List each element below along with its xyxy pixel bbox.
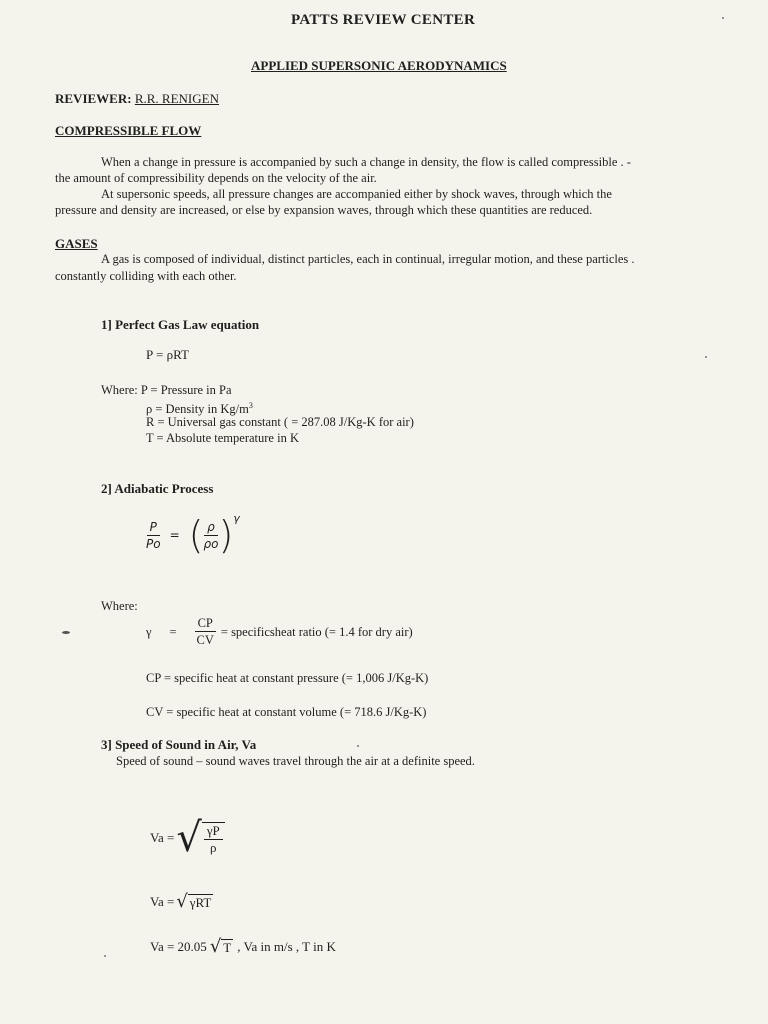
scan-speck (62, 631, 70, 634)
sound-formula-3 (150, 938, 336, 956)
scan-speck (705, 356, 707, 358)
rho-unit-exponent: 3 (248, 401, 253, 410)
p0-denominator: Po (146, 536, 161, 551)
course-title: APPLIED SUPERSONIC AERODYNAMICS (251, 58, 507, 73)
left-paren: ( (188, 513, 204, 557)
gamma-definition (146, 615, 413, 648)
gases-heading: GASES (55, 236, 98, 251)
p-over-p0-fraction (146, 519, 161, 552)
compressible-p1-line1: When a change in pressure is accompanied by such a change in density, the flow is called compressible . - (101, 155, 631, 169)
cv-denominator: CV (196, 633, 214, 647)
rho-numerator: ρ (204, 519, 218, 536)
t-definition: T = Absolute temperature in K (146, 431, 299, 445)
compressible-p2-line1: At supersonic speeds, all pressure changes are accompanied either by shock waves, through which the (101, 187, 612, 201)
radical-sign: √ (176, 815, 202, 861)
rho-definition-text: ρ = Density in Kg/m (146, 402, 249, 417)
va-lhs-3: Va = 20.05 (150, 939, 207, 954)
t-radicand: T (223, 940, 232, 955)
r-definition: R = Universal gas constant ( = 287.08 J/Kg-K for air) (146, 415, 414, 429)
adiabatic-equation (146, 512, 240, 557)
sqrt-t (210, 938, 233, 956)
center-title: PATTS REVIEW CENTER (291, 12, 476, 28)
scan-speck (104, 955, 106, 957)
sqrt-gamma-p-over-rho (176, 815, 224, 861)
rho-over-rho0-fraction (203, 519, 218, 552)
reviewer-line (55, 91, 219, 107)
compressible-p1-line2: the amount of compressibility depends on the velocity of the air. (55, 171, 377, 185)
adiabatic-equals: = (169, 528, 180, 542)
rho-denominator: ρ (210, 840, 217, 855)
reviewer-label: REVIEWER: (55, 91, 132, 106)
rho0-denominator: ρo (203, 536, 219, 551)
va-units-note: , Va in m/s , T in K (237, 939, 336, 954)
adiabatic-heading: 2] Adiabatic Process (101, 481, 214, 496)
gamma-description: = specificsheat ratio (= 1.4 for dry air) (220, 624, 413, 639)
gases-line1: A gas is composed of individual, distinct particles, each in continual, irregular motion, and these particles . (101, 252, 635, 266)
gamma-p-over-rho-fraction (202, 822, 225, 856)
radical-sign: √ (209, 936, 222, 957)
sound-formula-2 (150, 893, 213, 911)
perfect-gas-equation: P = ρRT (146, 347, 189, 362)
gamma-equals: = (169, 624, 177, 639)
cp-definition: CP = specific heat at constant pressure (= 1,006 J/Kg-K) (146, 671, 429, 685)
sound-description: Speed of sound – sound waves travel through the air at a definite speed. (116, 754, 475, 768)
perfect-gas-where: Where: P = Pressure in Pa (101, 383, 232, 397)
compressible-heading: COMPRESSIBLE FLOW (55, 123, 202, 138)
gases-line2: constantly colliding with each other. (55, 269, 237, 283)
sound-heading: 3] Speed of Sound in Air, Va (101, 737, 257, 752)
scan-speck (357, 745, 359, 747)
cv-definition: CV = specific heat at constant volume (= 718.6 J/Kg-K) (146, 705, 427, 719)
cp-over-cv-fraction (195, 615, 216, 648)
gamma-exponent: γ (233, 512, 240, 525)
va-lhs-2: Va = (150, 894, 175, 909)
adiabatic-where: Where: (101, 599, 138, 613)
gamma-p-numerator: γP (204, 823, 223, 840)
gamma-rt-radicand: γRT (189, 895, 212, 910)
sqrt-gamma-rt (176, 893, 213, 911)
scan-speck (722, 17, 724, 19)
sound-formula-1 (150, 815, 225, 861)
va-lhs-1: Va = (150, 830, 175, 845)
radical-sign: √ (176, 891, 188, 912)
gamma-symbol: γ (146, 624, 152, 639)
compressible-p2-line2: pressure and density are increased, or else by expansion waves, through which these quantities are reduced. (55, 203, 593, 217)
reviewer-name: R.R. RENIGEN (134, 91, 219, 106)
right-paren: ) (218, 513, 234, 557)
perfect-gas-heading: 1] Perfect Gas Law equation (101, 317, 260, 332)
cp-numerator: CP (195, 615, 216, 632)
p-numerator: P (147, 519, 160, 536)
